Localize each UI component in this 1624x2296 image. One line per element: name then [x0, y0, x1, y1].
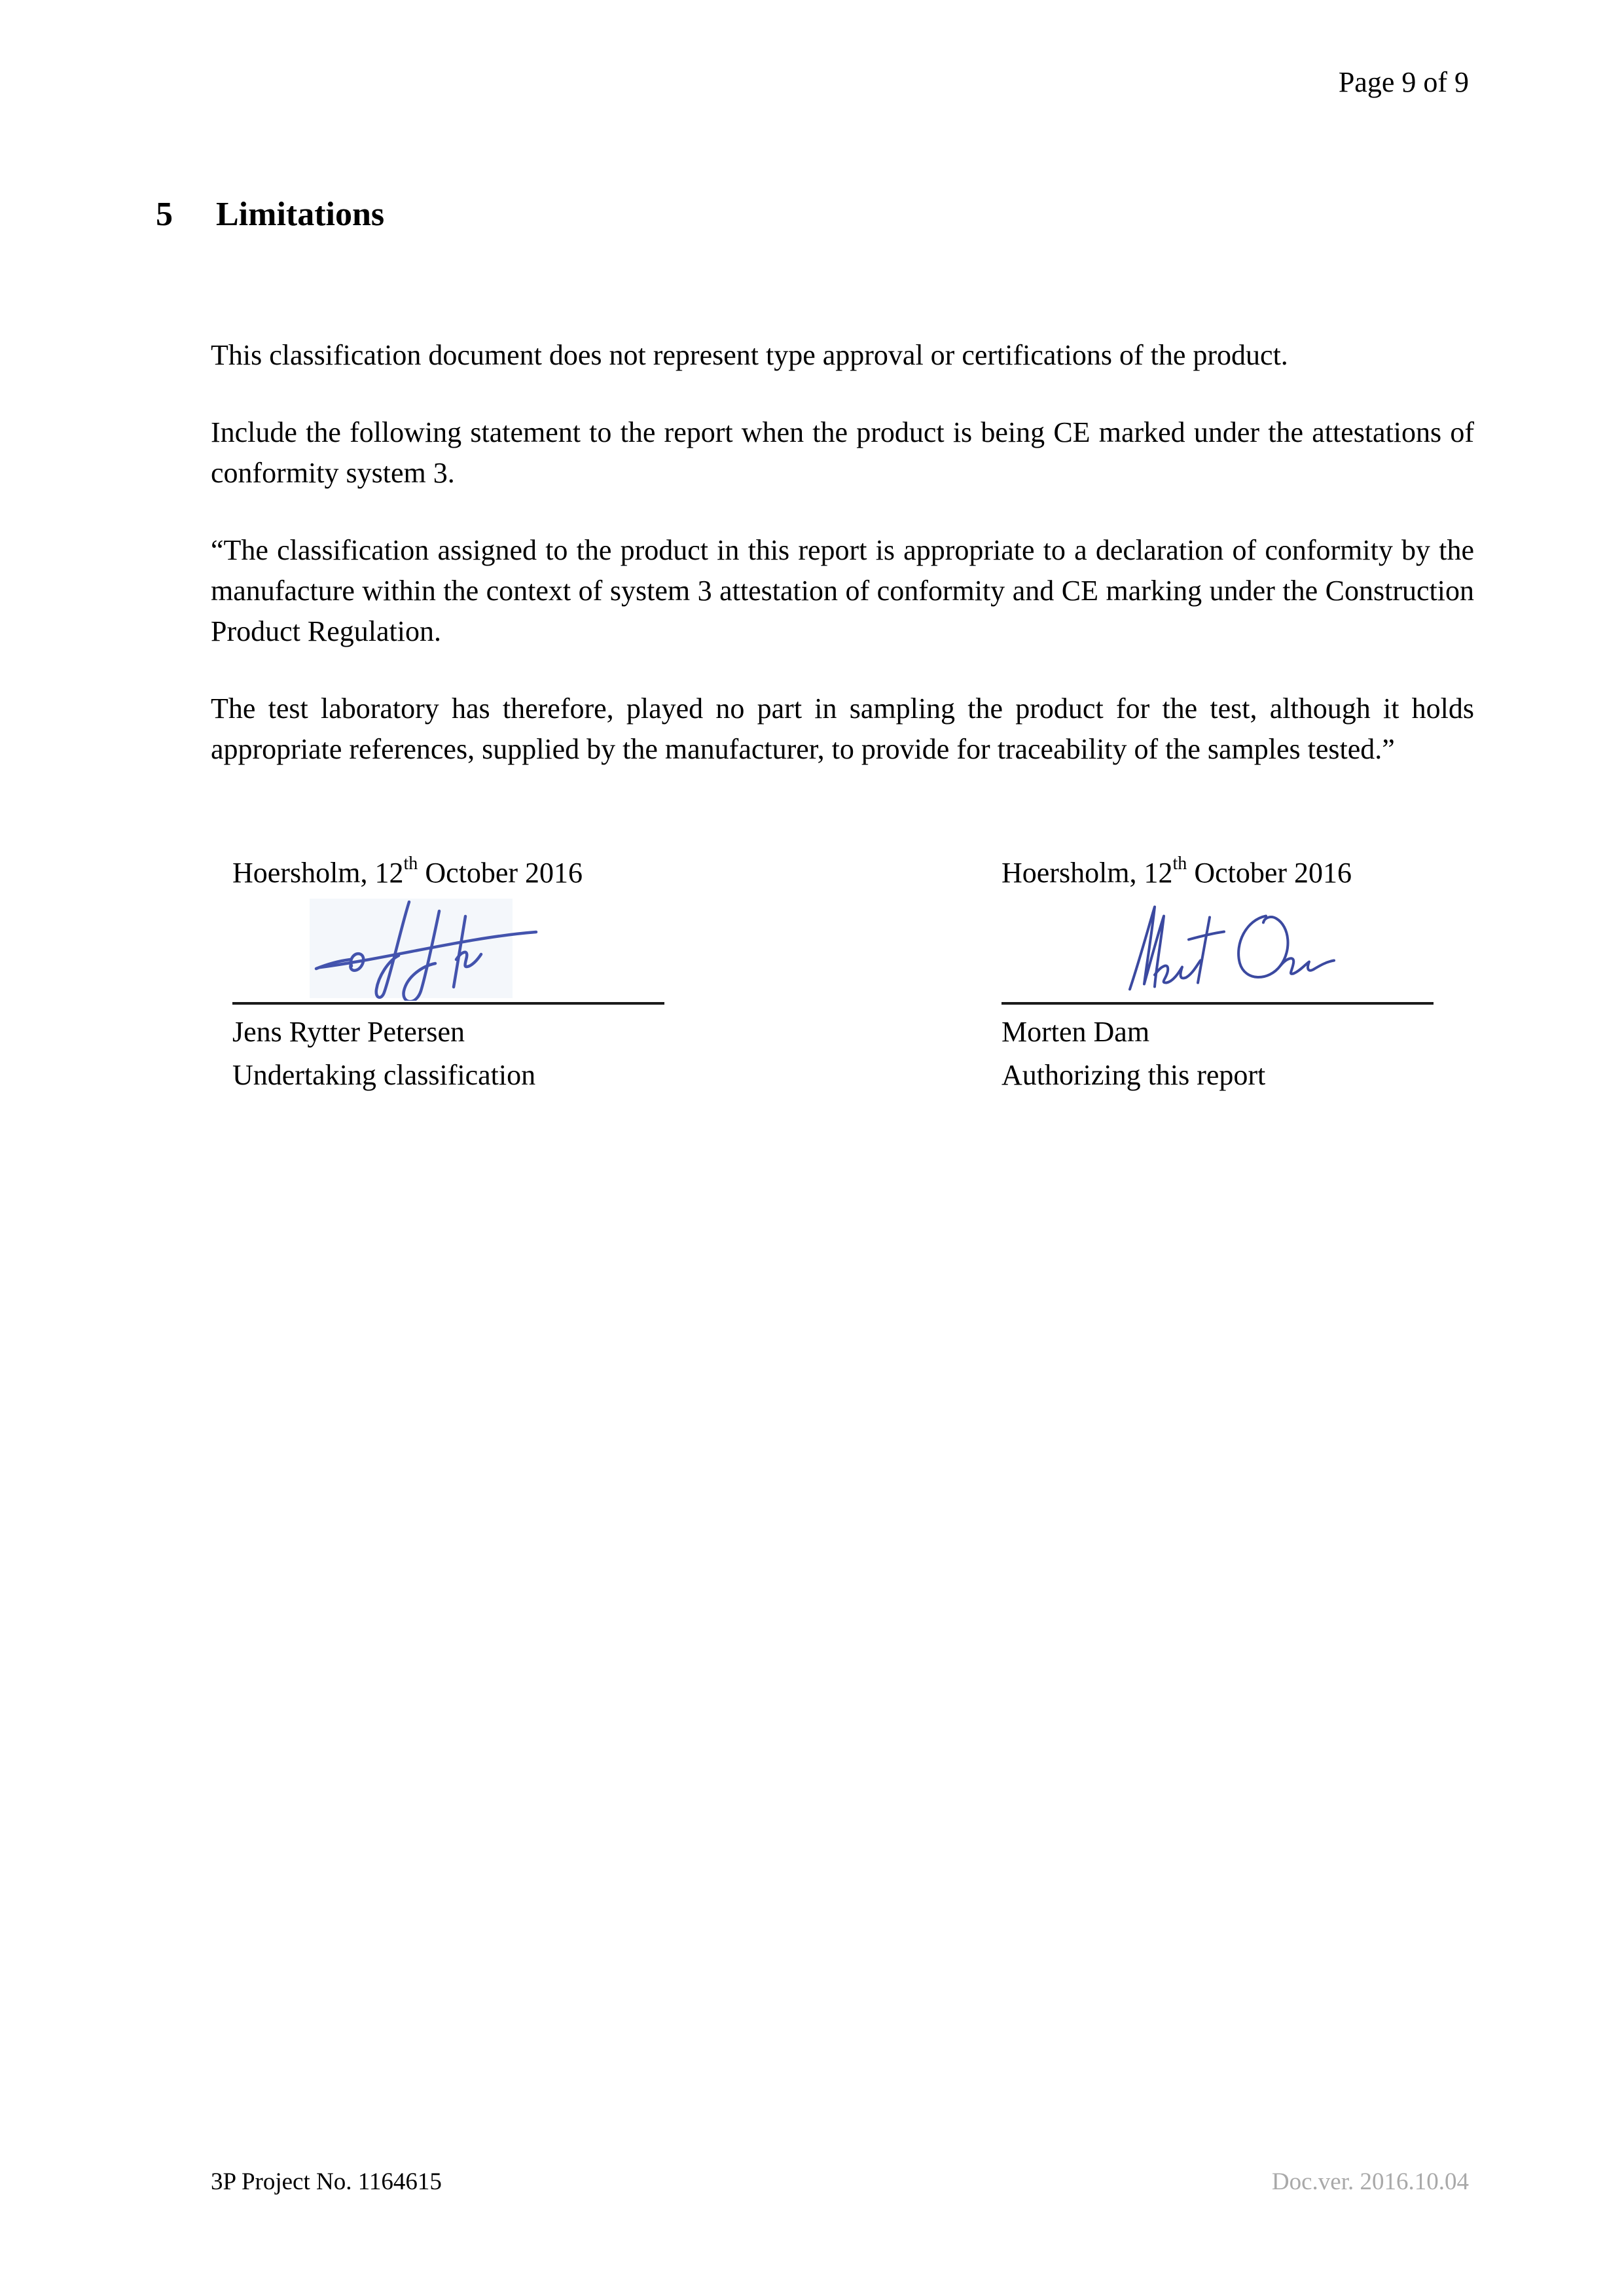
signatory-role-right: Authorizing this report [1001, 1059, 1266, 1092]
section-title: Limitations [216, 196, 385, 233]
signature-block-left [232, 853, 778, 1092]
paragraph-ce-statement-intro: Include the following statement to the report when the product is being CE marked under the attestations of conformity system 3. [211, 416, 1474, 489]
signature-area-left [232, 903, 778, 1002]
paragraph-type-approval: This classification document does not represent type approval or certifications of the product. [211, 339, 1288, 371]
signature-line-left [232, 1002, 664, 1005]
signatory-name-right: Morten Dam [1001, 1016, 1150, 1048]
signature-date-left [232, 853, 778, 893]
signature-morten-dam-icon [1111, 896, 1360, 997]
signatory-role-left: Undertaking classification [232, 1059, 536, 1092]
date-text: Hoersholm, 12 [1001, 857, 1173, 889]
signature-area-right [1001, 903, 1473, 1002]
date-text: October 2016 [418, 857, 583, 889]
page-footer [211, 2168, 1469, 2196]
signature-section [232, 853, 1473, 1092]
section-heading [156, 195, 384, 234]
section-number: 5 [156, 196, 173, 233]
date-text: Hoersholm, 12 [232, 857, 404, 889]
signature-date-right [1001, 853, 1473, 893]
footer-doc-version: Doc.ver. 2016.10.04 [1271, 2168, 1469, 2195]
date-ordinal-suffix: th [403, 853, 418, 874]
signature-jens-rytter-petersen-icon [311, 895, 547, 1001]
paragraph-test-laboratory: The test laboratory has therefore, played no part in sampling the product for the test, although it holds appropriate references, supplied by the manufacturer, to provide for traceability of the samples tested.” [211, 692, 1474, 765]
date-text: October 2016 [1187, 857, 1352, 889]
footer-project-number: 3P Project No. 1164615 [211, 2168, 442, 2195]
body-content [211, 335, 1474, 806]
date-ordinal-suffix: th [1172, 853, 1187, 874]
signature-line-right [1001, 1002, 1434, 1005]
paragraph-classification-quote: “The classification assigned to the product in this report is appropriate to a declaration of conformity by the manufacture within the context of system 3 attestation of conformity and CE marking under the Construction Product Regulation. [211, 534, 1474, 647]
signatory-name-left: Jens Rytter Petersen [232, 1016, 465, 1048]
page-number: Page 9 of 9 [1338, 66, 1469, 98]
signature-block-right [1001, 853, 1473, 1092]
